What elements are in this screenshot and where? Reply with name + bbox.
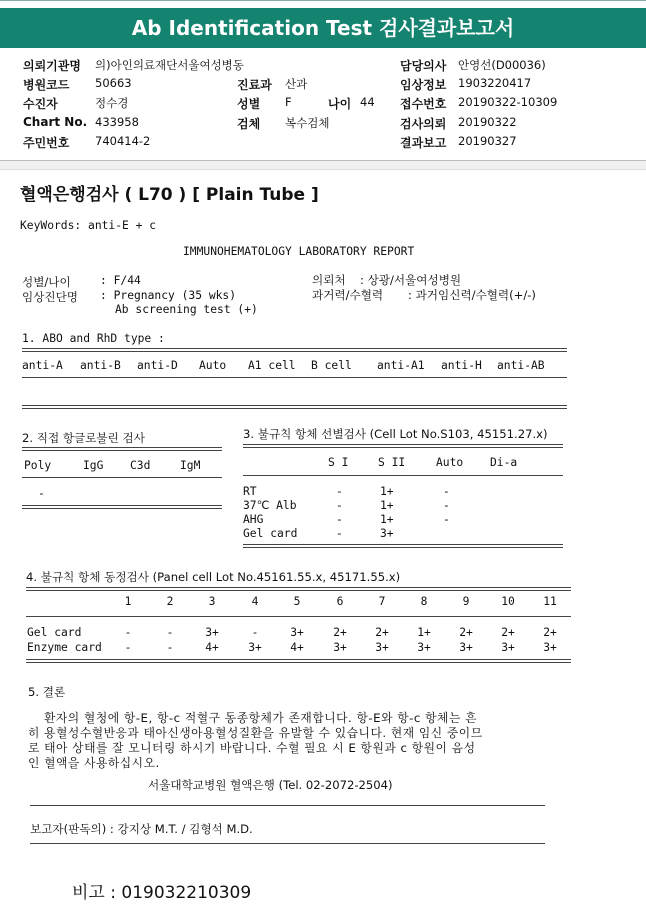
sec4-cell: 4+ <box>290 641 304 654</box>
sec4-col: 6 <box>336 595 344 608</box>
sec1-col: anti-D <box>137 359 178 372</box>
blood-bank-contact: 서울대학교병원 혈액은행 (Tel. 02-2072-2504) <box>148 778 393 792</box>
history-label: 과거력/수혈력 <box>312 288 384 302</box>
sec1-col: anti-B <box>80 359 121 372</box>
header-value: 안영선(D00036) <box>458 58 546 72</box>
header-value: F <box>285 95 292 109</box>
sec4-col: 1 <box>124 595 132 608</box>
header-label: 진료과 <box>237 78 272 92</box>
header-label: 나이 <box>328 97 352 111</box>
sec2-title: 2. 직접 항글로불린 검사 <box>22 431 145 445</box>
sec4-cell: - <box>124 641 132 654</box>
double-rule <box>26 659 571 663</box>
sec4-col: 9 <box>462 595 470 608</box>
note: 비고 : 019032210309 <box>72 883 252 903</box>
single-rule <box>26 616 571 617</box>
header-value: 정수경 <box>95 96 129 110</box>
sec2-col: Poly <box>24 459 52 472</box>
sec4-cell: - <box>166 641 174 654</box>
sec3-cell: 1+ <box>380 499 394 512</box>
header-value: 20190327 <box>458 134 517 148</box>
keywords: KeyWords: anti-E + c <box>20 219 157 232</box>
sec3-col: Di-a <box>490 456 518 469</box>
sec4-row-label: Enzyme card <box>27 641 102 654</box>
sec4-cell: 3+ <box>205 626 219 639</box>
sec1-col: A1 cell <box>248 359 296 372</box>
sec3-cell: 1+ <box>380 485 394 498</box>
sec4-col: 3 <box>208 595 216 608</box>
sec4-cell: 3+ <box>543 641 557 654</box>
sec3-cell: 3+ <box>380 527 394 540</box>
sec1-col: anti-AB <box>497 359 545 372</box>
double-rule <box>243 544 563 548</box>
sec4-col: 7 <box>378 595 386 608</box>
sec4-cell: 3+ <box>375 641 389 654</box>
sec1-col: B cell <box>311 359 352 372</box>
sec4-cell: 2+ <box>459 626 473 639</box>
conclusion-line: 히 용혈성수혈반응과 태아신생아용혈성질환을 유발할 수 있습니다. 현재 임신 중이므 <box>28 726 483 740</box>
sec4-title: 4. 불규칙 항체 동정검사 (Panel cell Lot No.45161.55.x, 45171.55.x) <box>26 570 401 584</box>
diagnosis-label: 임상진단명 <box>22 290 78 304</box>
sec4-cell: 2+ <box>543 626 557 639</box>
sec3-cell: 1+ <box>380 513 394 526</box>
sec4-cell: 2+ <box>333 626 347 639</box>
header-label: Chart No. <box>23 115 88 129</box>
sec4-col: 2 <box>166 595 174 608</box>
conclusion-line: 환자의 혈청에 항-E, 항-c 적혈구 동종항체가 존재합니다. 항-E와 항-c 항체는 흔 <box>44 711 477 725</box>
diagnosis-value-2: Ab screening test (+) <box>115 303 258 316</box>
sex-age-label: 성별/나이 <box>22 275 71 289</box>
header-label: 성별 <box>237 97 261 111</box>
sec4-cell: 3+ <box>333 641 347 654</box>
sec4-cell: 4+ <box>205 641 219 654</box>
reporter: 보고자(판독의) : 강지상 M.T. / 김형석 M.D. <box>30 822 253 836</box>
sec3-cell: - <box>336 499 343 512</box>
sec2-col: IgM <box>180 459 201 472</box>
sec2-col: IgG <box>83 459 104 472</box>
header-value: 740414-2 <box>95 134 151 148</box>
double-rule <box>22 447 222 451</box>
sec4-col: 8 <box>420 595 428 608</box>
header-value: 복수검체 <box>285 116 330 130</box>
double-rule <box>22 505 222 509</box>
sec4-cell: 3+ <box>248 641 262 654</box>
top-rule <box>0 0 646 6</box>
header-label: 결과보고 <box>400 136 447 150</box>
sex-age-value: : F/44 <box>100 274 141 287</box>
sec3-cell: - <box>443 499 450 512</box>
sec3-col: S I <box>328 456 349 469</box>
sec4-col: 4 <box>251 595 259 608</box>
requester-value: : 상광/서울여성병원 <box>360 273 462 287</box>
sec4-cell: - <box>166 626 174 639</box>
sec1-col: anti-A1 <box>377 359 425 372</box>
sec4-cell: - <box>251 626 259 639</box>
sec4-cell: - <box>124 626 132 639</box>
single-rule <box>30 843 545 844</box>
sec2-value: - <box>38 487 45 500</box>
header-separator <box>0 160 646 170</box>
header-value: 50663 <box>95 76 132 90</box>
header-label: 병원코드 <box>23 78 70 92</box>
sec4-cell: 3+ <box>459 641 473 654</box>
sec1-title: 1. ABO and RhD type : <box>22 332 165 345</box>
header-value: 1903220417 <box>458 76 532 90</box>
sec4-col: 5 <box>293 595 301 608</box>
sec3-row-label: 37℃ Alb <box>243 499 297 512</box>
sec4-row-label: Gel card <box>27 626 82 639</box>
sec1-col: anti-A <box>22 359 63 372</box>
sec5-title: 5. 결론 <box>28 685 66 699</box>
sec3-cell: - <box>336 527 343 540</box>
header-label: 접수번호 <box>400 97 447 111</box>
sec1-col: Auto <box>199 359 227 372</box>
sec4-col: 10 <box>501 595 515 608</box>
requester-label: 의뢰처 <box>312 273 346 287</box>
header-value: 20190322 <box>458 115 517 129</box>
sec3-col: S II <box>378 456 406 469</box>
header-label: 임상정보 <box>400 78 447 92</box>
conclusion-line: 인 혈액을 사용하십시오. <box>28 756 160 770</box>
sec3-row-label: AHG <box>243 513 264 526</box>
header-label: 검체 <box>237 117 261 131</box>
sec4-cell: 2+ <box>375 626 389 639</box>
header-value: 433958 <box>95 115 139 129</box>
double-rule <box>26 587 571 591</box>
sec3-title: 3. 불규칙 항체 선별검사 (Cell Lot No.S103, 45151.27.x) <box>243 427 548 441</box>
single-rule <box>22 477 222 478</box>
header-label: 수진자 <box>23 97 58 111</box>
single-rule <box>30 805 545 806</box>
sec4-cell: 3+ <box>417 641 431 654</box>
sec3-col: Auto <box>436 456 464 469</box>
sec4-col: 11 <box>543 595 557 608</box>
header-value: 산과 <box>285 77 308 91</box>
sec4-cell: 1+ <box>417 626 431 639</box>
single-rule <box>22 377 567 378</box>
sec3-row-label: RT <box>243 485 257 498</box>
header-label: 주민번호 <box>23 136 70 150</box>
double-rule <box>22 348 567 352</box>
history-value: : 과거임신력/수혈력(+/-) <box>408 288 536 302</box>
sec3-cell: - <box>443 513 450 526</box>
sec3-cell: - <box>336 485 343 498</box>
sec3-cell: - <box>443 485 450 498</box>
sec4-cell: 2+ <box>501 626 515 639</box>
header-value: 44 <box>360 95 375 109</box>
double-rule <box>22 405 567 409</box>
header-value: 20190322-10309 <box>458 95 558 109</box>
sec4-cell: 3+ <box>290 626 304 639</box>
header-label: 의뢰기관명 <box>23 59 81 73</box>
sec2-col: C3d <box>130 459 151 472</box>
double-rule <box>243 444 563 448</box>
header-value: 의)아인의료재단서울여성병동 <box>95 58 244 72</box>
sec3-cell: - <box>336 513 343 526</box>
sec1-col: anti-H <box>441 359 482 372</box>
lab-report-title: IMMUNOHEMATOLOGY LABORATORY REPORT <box>183 245 415 258</box>
single-rule <box>243 475 563 476</box>
header-label: 담당의사 <box>400 59 447 73</box>
sec4-cell: 3+ <box>501 641 515 654</box>
conclusion-line: 로 태아 상태를 잘 모니터링 하시기 바랍니다. 수혈 필요 시 E 항원과 c 항원이 음성 <box>28 741 476 755</box>
sec3-row-label: Gel card <box>243 527 298 540</box>
exam-title: 혈액은행검사 ( L70 ) [ Plain Tube ] <box>20 185 319 205</box>
diagnosis-value: : Pregnancy (35 wks) <box>100 289 237 302</box>
header-label: 검사의뢰 <box>400 117 447 131</box>
report-title-bar: Ab Identification Test 검사결과보고서 <box>0 8 646 48</box>
